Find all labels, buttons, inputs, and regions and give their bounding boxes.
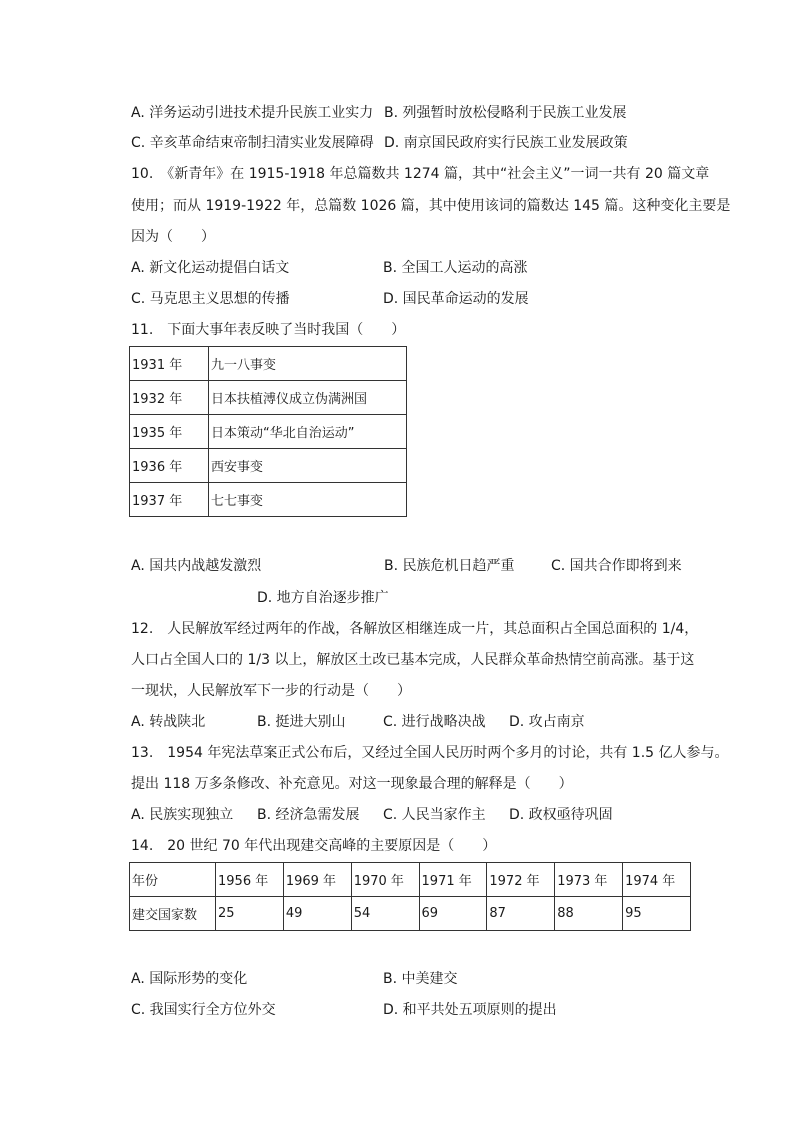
data-cell: 49 [283,897,351,931]
q12-stem-line2: 人口占全国人口的 1/3 以上，解放区土改已基本完成，人民群众革命热情空前高涨。基于这 [131,652,695,668]
event-cell: 九一八事变 [209,347,407,381]
q13-stem-line1: 13. 1954 年宪法草案正式公布后，又经过全国人民历时两个多月的讨论，共有 1.5 亿人参与。 [131,745,729,761]
data-cell: 95 [623,897,691,931]
q14-option-c: C. 我国实行全方位外交 [131,1002,276,1018]
table-row [130,863,691,897]
header-cell: 1973 年 [555,863,623,897]
event-cell: 日本策动“华北自治运动” [209,415,407,449]
q13-option-c: C. 人民当家作主 [383,807,486,823]
year-cell: 1932 年 [130,381,209,415]
data-cell: 25 [216,897,284,931]
q13-option-a: A. 民族实现独立 [131,807,234,823]
q12-option-b: B. 挺进大别山 [257,714,346,730]
data-cell: 88 [555,897,623,931]
q9-option-a: A. 洋务运动引进技术提升民族工业实力 [131,105,374,121]
q10-option-d: D. 国民革命运动的发展 [383,291,529,307]
header-cell: 1969 年 [283,863,351,897]
q14-diplomacy-table [129,862,691,931]
event-cell: 西安事变 [209,449,407,483]
event-cell: 七七事变 [209,483,407,517]
q13-stem-line2: 提出 118 万多条修改、补充意见。对这一现象最合理的解释是（ ） [131,776,573,792]
q10-option-b: B. 全国工人运动的高涨 [383,260,528,276]
year-cell: 1935 年 [130,415,209,449]
q12-stem-line3: 一现状，人民解放军下一步的行动是（ ） [131,683,411,699]
q12-option-d: D. 攻占南京 [509,714,585,730]
q13-option-d: D. 政权亟待巩固 [509,807,613,823]
q9-option-b: B. 列强暂时放松侵略利于民族工业发展 [384,105,627,121]
q10-stem-line2: 使用；而从 1919-1922 年，总篇数 1026 篇，其中使用该词的篇数达 145 篇。这种变化主要是 [131,198,731,214]
header-cell: 1974 年 [623,863,691,897]
q9-option-c: C. 辛亥革命结束帝制扫清实业发展障碍 [131,135,374,151]
q9-option-d: D. 南京国民政府实行民族工业发展政策 [384,135,628,151]
data-cell: 54 [351,897,419,931]
q12-option-a: A. 转战陕北 [131,714,206,730]
q13-option-b: B. 经济急需发展 [257,807,360,823]
q14-option-b: B. 中美建交 [383,971,458,987]
header-cell: 1971 年 [419,863,487,897]
year-cell: 1936 年 [130,449,209,483]
q10-stem-line3: 因为（ ） [131,229,215,245]
event-cell: 日本扶植溥仪成立伪满洲国 [209,381,407,415]
year-cell: 1931 年 [130,347,209,381]
q11-option-c: C. 国共合作即将到来 [551,558,682,574]
header-cell: 1956 年 [216,863,284,897]
table-row [130,347,407,381]
data-cell: 69 [419,897,487,931]
data-cell: 87 [487,897,555,931]
table-row [130,449,407,483]
q10-option-c: C. 马克思主义思想的传播 [131,291,290,307]
q14-stem: 14. 20 世纪 70 年代出现建交高峰的主要原因是（ ） [131,838,497,854]
q11-stem: 11. 下面大事年表反映了当时我国（ ） [131,322,406,338]
year-cell: 1937 年 [130,483,209,517]
table-row [130,897,691,931]
q10-stem-line1: 10. 《新青年》在 1915-1918 年总篇数共 1274 篇，其中“社会主义”一词一共有 20 篇文章 [131,166,710,182]
header-cell: 1970 年 [351,863,419,897]
header-cell: 1972 年 [487,863,555,897]
table-row [130,415,407,449]
header-cell: 年份 [130,863,216,897]
data-cell: 建交国家数 [130,897,216,931]
q12-option-c: C. 进行战略决战 [383,714,486,730]
q14-option-a: A. 国际形势的变化 [131,971,248,987]
q12-stem-line1: 12. 人民解放军经过两年的作战，各解放区相继连成一片，其总面积占全国总面积的 1/4， [131,621,699,637]
table-row [130,483,407,517]
table-row [130,381,407,415]
q11-option-b: B. 民族危机日趋严重 [384,558,515,574]
q11-option-a: A. 国共内战越发激烈 [131,558,262,574]
q10-option-a: A. 新文化运动提倡白话文 [131,260,290,276]
q11-timeline-table [129,346,407,517]
q11-option-d: D. 地方自治逐步推广 [257,590,389,606]
q14-option-d: D. 和平共处五项原则的提出 [383,1002,557,1018]
